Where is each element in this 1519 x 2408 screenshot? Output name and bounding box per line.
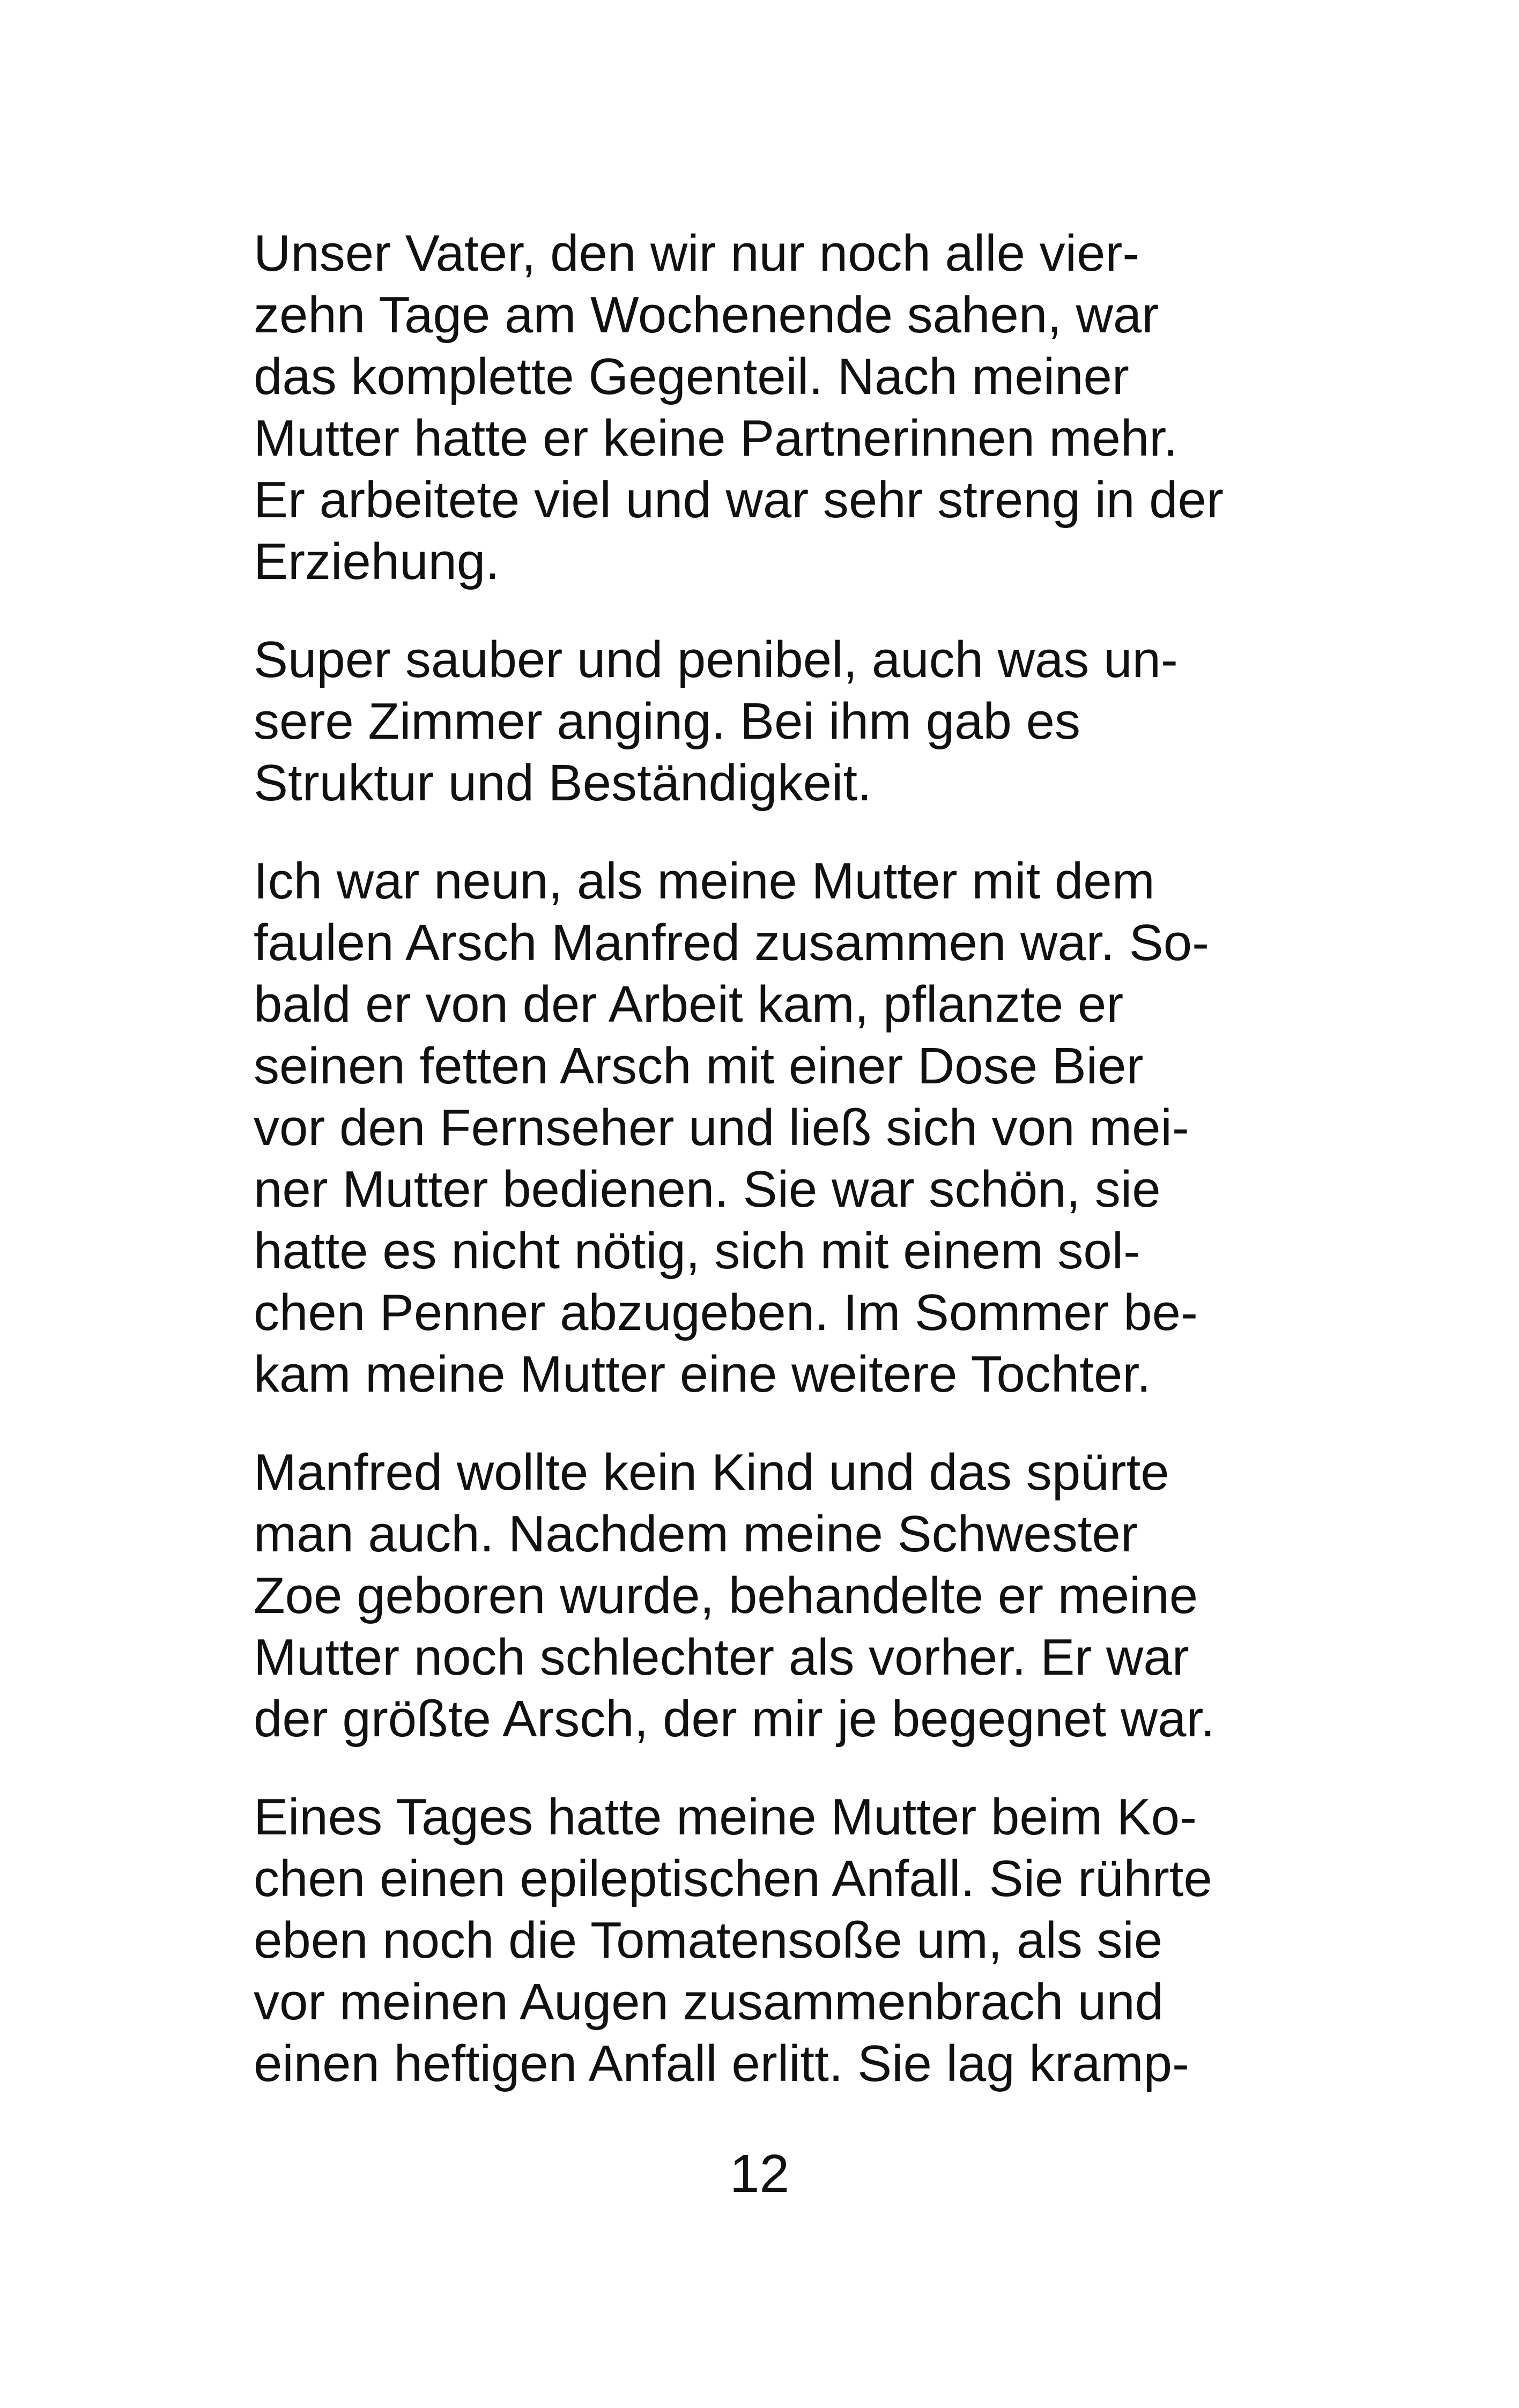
text-line: chen einen epileptischen Anfall. Sie rührte [254,1850,1212,1907]
text-line: Zoe geboren wurde, behandelte er meine [254,1567,1198,1624]
paragraph-3 [254,850,1315,1405]
text-line: Manfred wollte kein Kind und das spürte [254,1444,1169,1501]
text-line: bald er von der Arbeit kam, pflanzte er [254,976,1124,1033]
text-line: faulen Arsch Manfred zusammen war. So- [254,914,1210,971]
text-line: man auch. Nachdem meine Schwester [254,1505,1138,1563]
text-line: Super sauber und penibel, auch was un- [254,631,1178,688]
text-line: ner Mutter bedienen. Sie war schön, sie [254,1161,1161,1218]
text-line: der größte Arsch, der mir je begegnet war. [254,1690,1215,1748]
text-line: sere Zimmer anging. Bei ihm gab es [254,693,1080,750]
text-line: vor den Fernseher und ließ sich von mei- [254,1099,1189,1156]
text-line: das komplette Gegenteil. Nach meiner [254,348,1129,405]
text-line: chen Penner abzugeben. Im Sommer be- [254,1284,1198,1341]
page-number: 12 [729,2144,790,2204]
text-line: Ich war neun, als meine Mutter mit dem [254,852,1155,910]
paragraph-1 [254,222,1315,592]
body-text [254,222,1315,2131]
text-line: vor meinen Augen zusammenbrach und [254,1973,1164,2031]
paragraph-2 [254,629,1315,814]
text-line: Unser Vater, den wir nur noch alle vier- [254,225,1140,282]
text-line: eben noch die Tomatensoße um, als sie [254,1912,1163,1969]
text-line: zehn Tage am Wochenende sahen, war [254,286,1159,344]
text-line: Mutter hatte er keine Partnerinnen mehr. [254,410,1178,467]
text-line: Er arbeitete viel und war sehr streng in der [254,471,1224,529]
text-line: kam meine Mutter eine weitere Tochter. [254,1346,1151,1403]
text-line: Struktur und Beständigkeit. [254,754,872,812]
paragraph-5 [254,1786,1315,2094]
paragraph-4 [254,1441,1315,1750]
text-line: Eines Tages hatte meine Mutter beim Ko- [254,1788,1197,1846]
text-line: seinen fetten Arsch mit einer Dose Bier [254,1037,1144,1095]
text-line: Mutter noch schlechter als vorher. Er war [254,1629,1189,1686]
text-line: hatte es nicht nötig, sich mit einem sol- [254,1222,1141,1280]
text-line: einen heftigen Anfall erlitt. Sie lag kramp- [254,2035,1189,2092]
text-line: Erziehung. [254,533,500,590]
